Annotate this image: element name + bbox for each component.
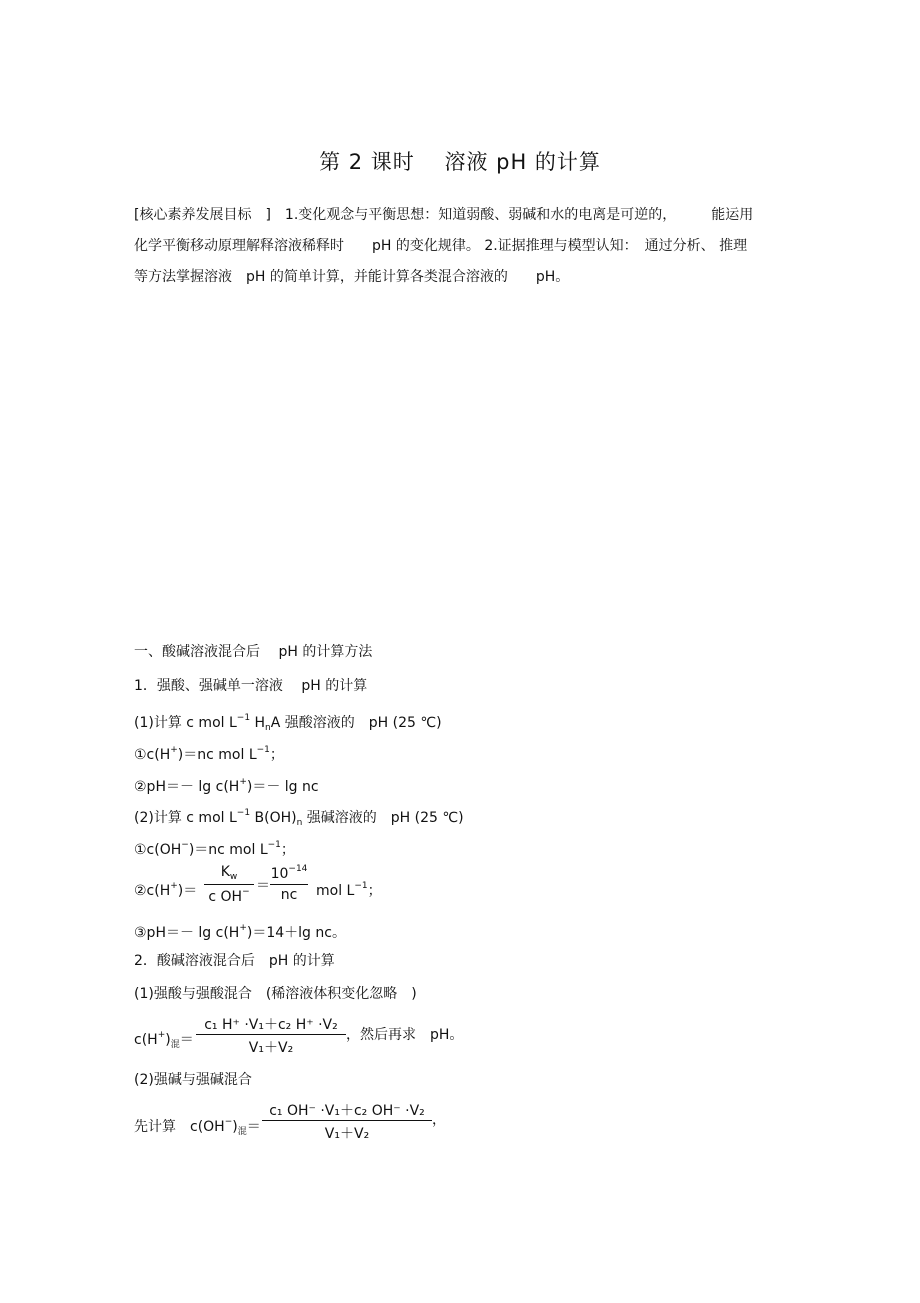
item-strong-base: (2)计算 c mol $L^{-1}$ $B(OH)_n$ 强碱溶液的 pH (25 ℃) [134, 808, 464, 828]
subheading-1: 1．强酸、强碱单一溶液 pH 的计算 [134, 678, 368, 694]
goals-line-1: [核心素养发展目标 ] 1.变化观念与平衡思想：知道弱酸、弱碱和水的电离是可逆的， 能运用 [134, 207, 754, 223]
fraction-base-mix: c₁ OH⁻ ·V₁＋c₂ OH⁻ ·V₂ V₁＋V₂ [262, 1100, 432, 1142]
item-acid-acid-mix: (1)强酸与强酸混合 (稀溶液体积变化忽略 ) [134, 986, 417, 1002]
fraction-1e-14-over-nc: $10^{-14}$ nc [270, 864, 308, 903]
fraction-kw-over-coh: $K_w$ c OH− [204, 864, 254, 906]
formula-base-coh: ①c(OH−)＝nc mol $L^{-1}$； [134, 840, 295, 858]
page-title: 第 2 课时 溶液 pH 的计算 [319, 150, 601, 174]
item-base-base-mix: (2)强碱与强碱混合 [134, 1072, 252, 1088]
formula-acid-ch: ①c(H+)＝nc mol $L^{-1}$； [134, 745, 284, 763]
formula-base-ph: ③pH＝－ lg c(H+)＝14＋lg nc。 [134, 923, 346, 941]
item-strong-acid: (1)计算 c mol $L^{-1}$ $H_nA$ 强酸溶液的 pH (25 ℃) [134, 713, 442, 733]
fraction-acid-mix: c₁ H⁺ ·V₁＋c₂ H⁺ ·V₂ V₁＋V₂ [196, 1014, 346, 1056]
goals-line-2: 化学平衡移动原理解释溶液稀释时 pH 的变化规律。 2.证据推理与模型认知： 通过分析、 推理 [134, 238, 748, 254]
subheading-2: 2．酸碱溶液混合后 pH 的计算 [134, 953, 335, 969]
goals-line-3: 等方法掌握溶液 pH 的简单计算，并能计算各类混合溶液的 pH。 [134, 269, 570, 285]
formula-acid-ph: ②pH＝－ lg c(H+)＝－ lg nc [134, 777, 319, 795]
section-heading: 一、酸碱溶液混合后 pH 的计算方法 [134, 644, 373, 660]
